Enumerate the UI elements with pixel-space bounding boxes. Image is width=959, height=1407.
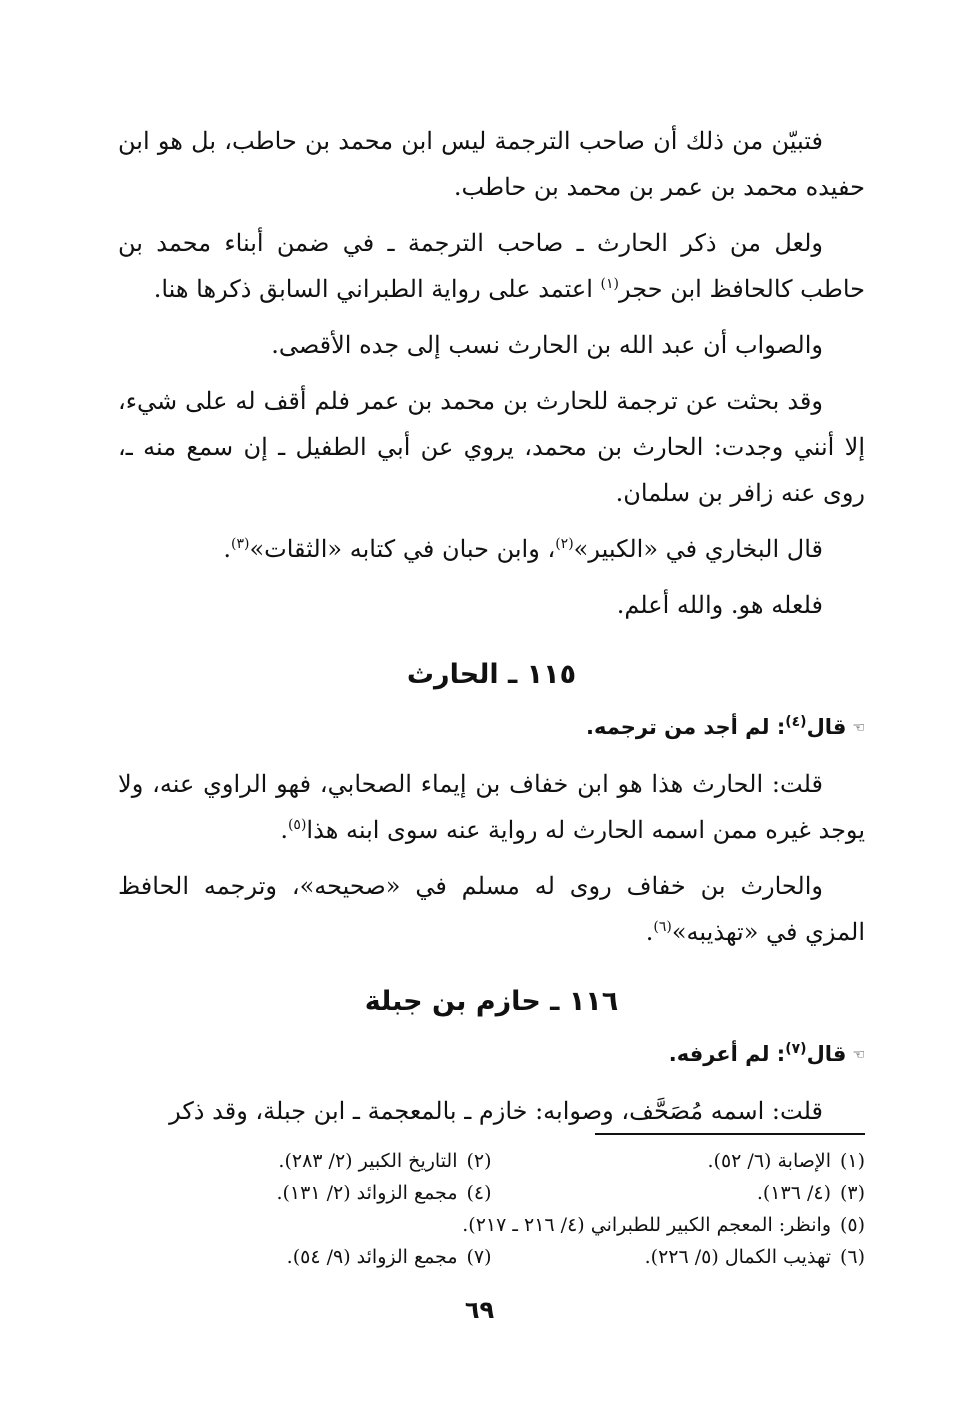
footnote xyxy=(492,1145,866,1177)
paragraph xyxy=(118,322,865,368)
paragraph xyxy=(118,863,865,955)
paragraph-text: والحارث بن خفاف روى له مسلم في «صحيحه»، وترجمه الحافظ المزي في «تهذيبه» xyxy=(118,872,865,946)
footnote xyxy=(462,1209,865,1241)
qal-text: قال xyxy=(806,1042,847,1066)
paragraph-text: قلت: اسمه مُصَحَّف، وصوابه: خازم ـ بالمعجمة ـ ابن جبلة، وقد ذكر xyxy=(169,1097,823,1125)
footnote-ref[interactable]: (٤) xyxy=(785,714,807,730)
paragraph-text: . xyxy=(223,535,231,563)
paragraph-text: . xyxy=(280,816,288,844)
footnote-text: التاريخ الكبير (٢/ ٢٨٣). xyxy=(278,1150,458,1172)
entry-heading: ١١٦ ـ حازم بن جبلة xyxy=(364,986,619,1017)
footnote-text: (٤/ ١٣٦). xyxy=(756,1182,831,1204)
footnote-text: تهذيب الكمال (٥/ ٢٢٦). xyxy=(644,1246,831,1268)
qal-text: قال xyxy=(806,715,847,739)
footnote-number: (٤) xyxy=(466,1182,492,1204)
footnote-row xyxy=(118,1177,865,1209)
paragraph-text: . xyxy=(645,918,654,946)
hand-pointer-icon: ☜ xyxy=(852,720,865,736)
paragraph-text: ، وابن حبان في كتابه «الثقات» xyxy=(249,535,556,563)
qal-text: : لم أعرفه. xyxy=(668,1042,786,1066)
paragraph xyxy=(118,582,865,628)
paragraph-text: فتبيّن من ذلك أن صاحب الترجمة ليس ابن محمد بن حاطب، بل هو ابن حفيده محمد بن عمر بن محمد بن حاطب. xyxy=(118,127,865,201)
footnote-ref[interactable]: (٥) xyxy=(287,817,307,833)
footnote-number: (٦) xyxy=(839,1246,865,1268)
qal-line xyxy=(118,1037,865,1072)
footnote-ref[interactable]: (٢) xyxy=(555,536,574,552)
footnote-number: (٥) xyxy=(839,1214,865,1236)
footnote-text: مجمع الزوائد (٢/ ١٣١). xyxy=(276,1182,458,1204)
paragraph xyxy=(118,1088,865,1134)
footnotes xyxy=(118,1145,865,1273)
paragraph-text: قلت: الحارث هذا هو ابن خفاف بن إيماء الصحابي، فهو الراوي عنه، ولا يوجد غيره ممن اسمه الحارث له رواية عنه سوى ابنه هذا xyxy=(118,770,865,844)
footnote-number: (١) xyxy=(839,1150,865,1172)
paragraph xyxy=(118,118,865,210)
footnote xyxy=(118,1241,492,1273)
page-number: ٦٩ xyxy=(464,1296,495,1324)
footnote xyxy=(492,1177,866,1209)
paragraph-text: والصواب أن عبد الله بن الحارث نسب إلى جده الأقصى. xyxy=(271,331,823,359)
footnote-row xyxy=(118,1241,865,1273)
footnote-divider xyxy=(595,1133,865,1135)
entry-heading: ١١٥ ـ الحارث xyxy=(406,659,577,690)
footnote-text: وانظر: المعجم الكبير للطبراني (٤/ ٢١٦ ـ ٢١٧). xyxy=(462,1214,831,1236)
footnote-number: (٣) xyxy=(839,1182,865,1204)
footnote-number: (٢) xyxy=(466,1150,492,1172)
paragraph xyxy=(118,378,865,516)
footnote xyxy=(492,1241,866,1273)
qal-line xyxy=(118,710,865,745)
footnote xyxy=(118,1177,492,1209)
qal-text: : لم أجد من ترجمه. xyxy=(585,715,786,739)
footnote-ref[interactable]: (٦) xyxy=(653,919,672,935)
footnote-text: الإصابة (٦/ ٥٢). xyxy=(707,1150,831,1172)
paragraph xyxy=(118,526,865,572)
paragraph-text: اعتمد على رواية الطبراني السابق ذكرها هنا. xyxy=(153,275,601,303)
footnote-row xyxy=(118,1209,865,1241)
footnote-row xyxy=(118,1145,865,1177)
hand-pointer-icon: ☜ xyxy=(852,1047,865,1063)
paragraph-text: ولعل من ذكر الحارث ـ صاحب الترجمة ـ في ضمن أبناء محمد بن حاطب كالحافظ ابن حجر xyxy=(118,229,865,303)
paragraph xyxy=(118,220,865,312)
paragraph-text: قال البخاري في «الكبير» xyxy=(573,535,823,563)
paragraph xyxy=(118,761,865,853)
paragraph-text: فلعله هو. والله أعلم. xyxy=(616,591,823,619)
footnote-number: (٧) xyxy=(466,1246,492,1268)
footnote-ref[interactable]: (١) xyxy=(600,276,619,292)
footnote-ref[interactable]: (٣) xyxy=(230,536,250,552)
footnote xyxy=(118,1145,492,1177)
footnote-ref[interactable]: (٧) xyxy=(785,1041,807,1057)
footnote-text: مجمع الزوائد (٩/ ٥٤). xyxy=(286,1246,458,1268)
paragraph-text: وقد بحثت عن ترجمة للحارث بن محمد بن عمر فلم أقف له على شيء، إلا أنني وجدت: الحارث بن محمد، يروي عن أبي الطفيل ـ إن سمع منه ـ، روى عنه زافر بن سلمان. xyxy=(118,387,865,507)
page-body xyxy=(118,118,865,1144)
